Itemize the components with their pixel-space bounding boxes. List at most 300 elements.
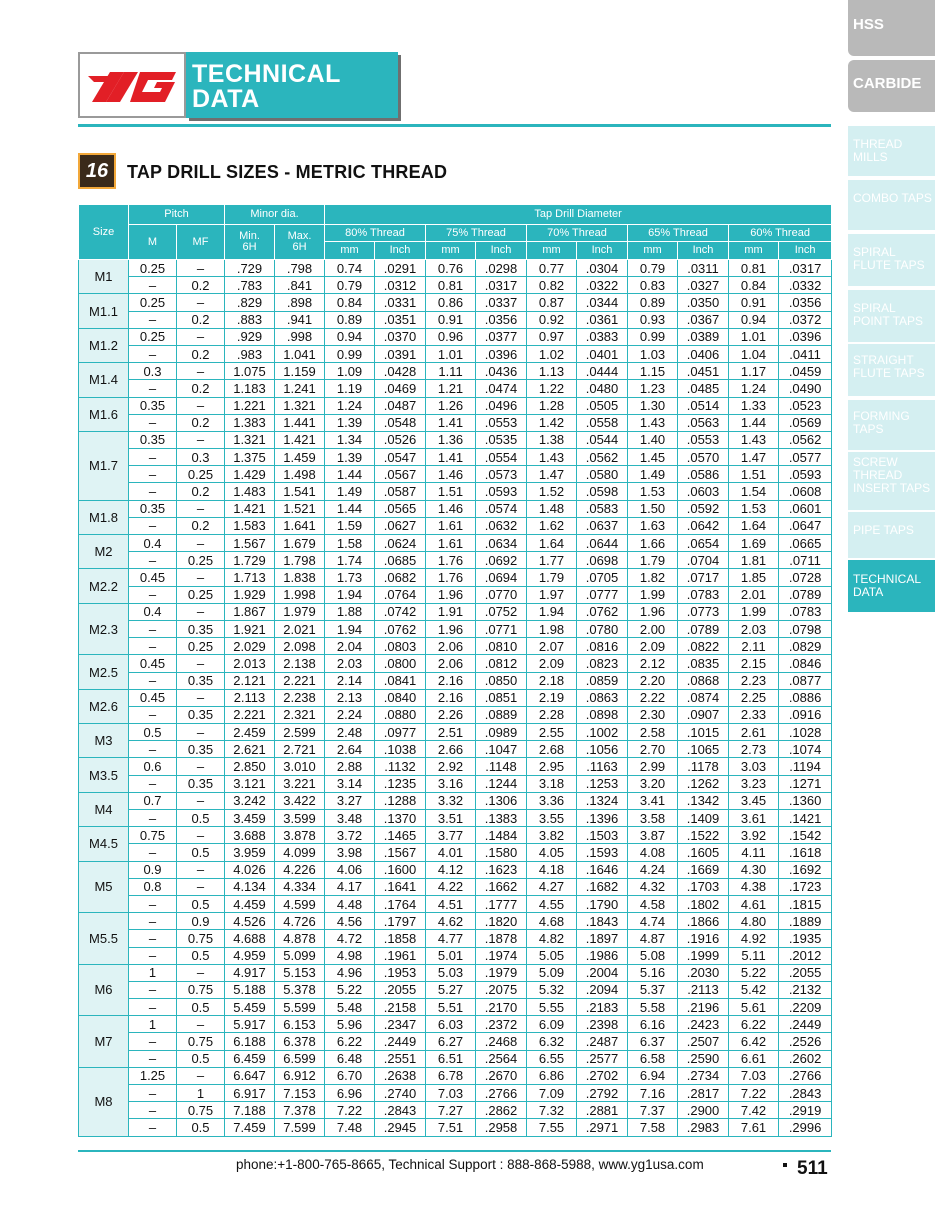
table-cell: .2487 [577,1033,628,1050]
table-cell: – [129,999,177,1016]
header-max-label: Max. [287,230,312,242]
table-cell: 5.55 [527,999,577,1016]
header-unit-mm: mm [527,242,577,260]
table-row [79,603,832,620]
table-cell: .1802 [678,895,729,912]
table-cell: .1623 [476,861,527,878]
table-cell: – [177,758,225,775]
table-cell: 2.26 [426,706,476,723]
table-cell: 1.98 [527,620,577,637]
tab-spiral-point-taps[interactable]: SPIRAL POINT TAPS [848,290,935,342]
table-cell: 1.867 [225,603,275,620]
size-cell: M1.2 [79,328,129,362]
table-cell: 0.7 [129,792,177,809]
table-cell: 1.321 [275,397,325,414]
table-cell: 4.38 [729,878,779,895]
table-cell: 6.48 [325,1050,375,1067]
table-cell: 2.68 [527,741,577,758]
table-cell: 6.153 [275,1016,325,1033]
table-cell: .2551 [375,1050,426,1067]
tab-thread-mills[interactable]: THREAD MILLS [848,126,935,176]
table-cell: .798 [275,260,325,277]
table-cell: .0451 [678,363,729,380]
table-cell: .2372 [476,1016,527,1033]
table-cell: 1.23 [628,380,678,397]
table-cell: .2996 [779,1119,832,1136]
table-cell: 1.30 [628,397,678,414]
table-cell: 2.58 [628,724,678,741]
table-cell: 3.72 [325,827,375,844]
table-cell: 5.58 [628,999,678,1016]
size-cell: M2 [79,535,129,569]
table-cell: .1253 [577,775,628,792]
table-cell: 0.94 [325,328,375,345]
table-cell: .0332 [779,277,832,294]
table-cell: .2862 [476,1102,527,1119]
table-cell: 6.09 [527,1016,577,1033]
table-cell: .2900 [678,1102,729,1119]
table-cell: 6.27 [426,1033,476,1050]
table-row [79,827,832,844]
table-cell: 1.921 [225,620,275,637]
table-cell: .2398 [577,1016,628,1033]
table-cell: 1.81 [729,552,779,569]
table-cell: .0593 [476,483,527,500]
table-cell: 6.86 [527,1067,577,1084]
table-cell: 1.44 [729,414,779,431]
table-cell: 5.32 [527,981,577,998]
table-cell: .1148 [476,758,527,775]
table-cell: .0877 [779,672,832,689]
table-row [79,328,832,345]
table-cell: .1542 [779,827,832,844]
table-cell: 2.07 [527,638,577,655]
table-cell: 6.96 [325,1085,375,1102]
table-cell: 1.76 [426,552,476,569]
table-cell: .2468 [476,1033,527,1050]
table-cell: 0.5 [177,999,225,1016]
table-cell: 0.91 [426,311,476,328]
table-cell: 5.48 [325,999,375,1016]
table-cell: 0.45 [129,569,177,586]
tab-carbide[interactable]: CARBIDE [848,60,935,112]
table-cell: .1682 [577,878,628,895]
table-cell: 1.43 [729,431,779,448]
table-cell: .0762 [375,620,426,637]
tab-technical-data[interactable]: TECHNICAL DATA [848,560,935,612]
table-cell: .0764 [375,586,426,603]
tab-forming-taps[interactable]: FORMING TAPS [848,400,935,450]
tab-hss[interactable]: HSS [848,0,935,56]
table-cell: 4.82 [527,930,577,947]
table-cell: 3.221 [275,775,325,792]
table-cell: 4.92 [729,930,779,947]
table-cell: .998 [275,328,325,345]
table-cell: 4.48 [325,895,375,912]
table-cell: 1.041 [275,345,325,362]
table-cell: 6.61 [729,1050,779,1067]
table-cell: 0.75 [177,1033,225,1050]
table-cell: 2.01 [729,586,779,603]
table-cell: .2004 [577,964,628,981]
table-cell: .1961 [375,947,426,964]
table-cell: 5.03 [426,964,476,981]
table-cell: 5.22 [729,964,779,981]
table-cell: 1.25 [129,1067,177,1084]
table-cell: .0798 [779,620,832,637]
table-cell: 2.138 [275,655,325,672]
table-cell: 7.09 [527,1085,577,1102]
table-cell: 0.4 [129,535,177,552]
tab-spiral-flute-taps[interactable]: SPIRAL FLUTE TAPS [848,234,935,286]
table-cell: .0356 [779,294,832,311]
size-cell: M1.7 [79,431,129,500]
table-cell: 1.441 [275,414,325,431]
table-row [79,810,832,827]
table-cell: 1.583 [225,517,275,534]
table-cell: .2971 [577,1119,628,1136]
table-cell: .1244 [476,775,527,792]
table-cell: 0.9 [129,861,177,878]
table-cell: .0752 [476,603,527,620]
table-row [79,569,832,586]
table-cell: .929 [225,328,275,345]
table-row [79,397,832,414]
table-cell: .2012 [779,947,832,964]
table-cell: 7.153 [275,1085,325,1102]
table-cell: .0593 [779,466,832,483]
table-cell: 2.24 [325,706,375,723]
table-cell: 5.459 [225,999,275,1016]
table-cell: .0586 [678,466,729,483]
table-cell: .1132 [375,758,426,775]
table-cell: 5.917 [225,1016,275,1033]
table-cell: 0.45 [129,689,177,706]
table-cell: .0880 [375,706,426,723]
table-cell: .0406 [678,345,729,362]
table-cell: 6.917 [225,1085,275,1102]
table-cell: 0.25 [129,260,177,277]
table-cell: .0304 [577,260,628,277]
tab-pipe-taps[interactable]: PIPE TAPS [848,512,935,558]
table-cell: 5.11 [729,947,779,964]
table-cell: 1.03 [628,345,678,362]
table-cell: 4.917 [225,964,275,981]
table-cell: 4.05 [527,844,577,861]
table-cell: 1.713 [225,569,275,586]
table-cell: 4.55 [527,895,577,912]
table-cell: 2.99 [628,758,678,775]
table-cell: .0469 [375,380,426,397]
table-cell: 1.679 [275,535,325,552]
table-cell: 4.18 [527,861,577,878]
table-cell: 0.2 [177,345,225,362]
table-cell: 1.483 [225,483,275,500]
table-cell: .0356 [476,311,527,328]
table-cell: 0.89 [628,294,678,311]
table-cell: .0851 [476,689,527,706]
table-cell: – [129,620,177,637]
table-cell: 1.82 [628,569,678,586]
table-cell: 0.87 [527,294,577,311]
table-row [79,1016,832,1033]
table-cell: .729 [225,260,275,277]
table-cell: – [177,792,225,809]
table-cell: 0.74 [325,260,375,277]
table-cell: .0573 [476,466,527,483]
table-cell: – [177,964,225,981]
table-cell: .1396 [577,810,628,827]
table-cell: 1.39 [325,449,375,466]
table-cell: 0.25 [177,586,225,603]
table-cell: 3.58 [628,810,678,827]
table-cell: 2.16 [426,672,476,689]
table-cell: .0583 [577,500,628,517]
table-cell: .0317 [779,260,832,277]
table-cell: .0840 [375,689,426,706]
table-cell: .0312 [375,277,426,294]
table-cell: 3.45 [729,792,779,809]
table-cell: .0377 [476,328,527,345]
table-cell: 0.79 [628,260,678,277]
table-cell: 4.459 [225,895,275,912]
table-cell: 0.25 [129,328,177,345]
table-cell: .0291 [375,260,426,277]
table-cell: 6.16 [628,1016,678,1033]
table-cell: – [129,930,177,947]
table-cell: 6.94 [628,1067,678,1084]
table-cell: 7.599 [275,1119,325,1136]
table-cell: .829 [225,294,275,311]
table-cell: .2423 [678,1016,729,1033]
table-cell: .0789 [779,586,832,603]
table-cell: .1593 [577,844,628,861]
table-cell: 1.96 [426,620,476,637]
table-cell: .0898 [577,706,628,723]
table-cell: .2638 [375,1067,426,1084]
table-cell: 0.6 [129,758,177,775]
header-size: Size [79,205,129,260]
table-cell: 7.03 [426,1085,476,1102]
header-max-tol: 6H [292,241,307,253]
header-pitch-m: M [129,225,177,260]
table-cell: 4.959 [225,947,275,964]
header-minor-dia: Minor dia. [225,205,325,225]
table-cell: .0816 [577,638,628,655]
table-cell: .0642 [678,517,729,534]
table-cell: 0.25 [177,466,225,483]
table-cell: 2.113 [225,689,275,706]
table-cell: .2094 [577,981,628,998]
table-cell: 1.44 [325,500,375,517]
table-cell: 2.25 [729,689,779,706]
table-cell: 4.01 [426,844,476,861]
table-cell: .841 [275,277,325,294]
table-cell: .0780 [577,620,628,637]
table-cell: 0.35 [177,775,225,792]
table-cell: .0505 [577,397,628,414]
table-cell: .1935 [779,930,832,947]
table-cell: .0444 [577,363,628,380]
table-cell: .0698 [577,552,628,569]
table-cell: 1.91 [426,603,476,620]
table-cell: – [129,449,177,466]
table-cell: 7.22 [325,1102,375,1119]
table-cell: 0.97 [527,328,577,345]
table-cell: – [129,672,177,689]
table-cell: 0.5 [177,1119,225,1136]
size-cell: M1.1 [79,294,129,328]
table-cell: 0.96 [426,328,476,345]
table-cell: – [129,586,177,603]
table-cell: – [129,311,177,328]
table-cell: 4.32 [628,878,678,895]
table-cell: .0311 [678,260,729,277]
table-cell: 0.25 [177,638,225,655]
table-cell: .1342 [678,792,729,809]
tab-screw-thread-insert-taps[interactable]: SCREW THREAD INSERT TAPS [848,452,935,510]
table-cell: 0.35 [177,672,225,689]
table-cell: .0337 [476,294,527,311]
table-cell: 1.73 [325,569,375,586]
table-cell: .0428 [375,363,426,380]
table-cell: .2983 [678,1119,729,1136]
table-cell: .1764 [375,895,426,912]
table-cell: .0587 [375,483,426,500]
table-cell: 1.42 [527,414,577,431]
table-cell: 1.94 [527,603,577,620]
table-cell: 1.421 [275,431,325,448]
header-min-tol: 6H [242,241,257,253]
table-cell: 0.35 [129,431,177,448]
table-cell: 1.63 [628,517,678,534]
table-cell: 4.74 [628,913,678,930]
table-cell: 1.383 [225,414,275,431]
table-cell: .0565 [375,500,426,517]
table-cell: 6.459 [225,1050,275,1067]
table-cell: .1370 [375,810,426,827]
table-cell: 1.64 [729,517,779,534]
table-row [79,895,832,912]
table-cell: 6.58 [628,1050,678,1067]
table-row [79,466,832,483]
table-row [79,792,832,809]
section-title: TAP DRILL SIZES - METRIC THREAD [127,162,448,182]
table-cell: .0344 [577,294,628,311]
table-cell: – [177,827,225,844]
table-cell: 1.375 [225,449,275,466]
table-cell: .0829 [779,638,832,655]
table-cell: .0742 [375,603,426,620]
table-cell: 2.19 [527,689,577,706]
table-cell: .0331 [375,294,426,311]
table-cell: 1.459 [275,449,325,466]
table-cell: .0977 [375,724,426,741]
table-cell: .1669 [678,861,729,878]
table-cell: 5.22 [325,981,375,998]
table-cell: .0783 [779,603,832,620]
header-tap-drill-diameter: Tap Drill Diameter [325,205,832,225]
table-cell: 3.48 [325,810,375,827]
table-cell: 4.12 [426,861,476,878]
table-cell: 3.459 [225,810,275,827]
table-row [79,913,832,930]
table-cell: 6.912 [275,1067,325,1084]
table-cell: 3.98 [325,844,375,861]
table-cell: .2577 [577,1050,628,1067]
table-cell: 1.66 [628,535,678,552]
table-cell: .1047 [476,741,527,758]
table-cell: .1878 [476,930,527,947]
table-cell: .1916 [678,930,729,947]
table-row [79,672,832,689]
table-cell: 4.96 [325,964,375,981]
table-cell: .2602 [779,1050,832,1067]
table-cell: 0.5 [177,1050,225,1067]
page-number: 511 [797,1158,828,1179]
table-cell: .0396 [779,328,832,345]
header-min-label: Min. [239,230,260,242]
table-cell: .2817 [678,1085,729,1102]
table-cell: – [177,603,225,620]
table-cell: .0868 [678,672,729,689]
table-cell: 2.850 [225,758,275,775]
table-cell: .0803 [375,638,426,655]
table-cell: .0624 [375,535,426,552]
table-cell: .2449 [375,1033,426,1050]
table-cell: .1790 [577,895,628,912]
table-cell: .0846 [779,655,832,672]
table-cell: 1.61 [426,535,476,552]
table-cell: 7.51 [426,1119,476,1136]
table-cell: .1484 [476,827,527,844]
table-cell: 7.188 [225,1102,275,1119]
table-cell: 5.61 [729,999,779,1016]
table-cell: .0436 [476,363,527,380]
table-cell: 7.48 [325,1119,375,1136]
table-cell: 6.42 [729,1033,779,1050]
table-cell: .0562 [577,449,628,466]
table-cell: 1.46 [426,500,476,517]
table-cell: 5.27 [426,981,476,998]
table-cell: 1.53 [729,500,779,517]
table-cell: .0850 [476,672,527,689]
table-row [79,741,832,758]
tab-straight-flute-taps[interactable]: STRAIGHT FLUTE TAPS [848,344,935,396]
table-cell: .0474 [476,380,527,397]
table-cell: 0.2 [177,380,225,397]
table-cell: .1600 [375,861,426,878]
tab-combo-taps[interactable]: COMBO TAPS [848,180,935,230]
table-cell: 7.459 [225,1119,275,1136]
table-row [79,1050,832,1067]
table-row [79,964,832,981]
table-row [79,1085,832,1102]
table-cell: – [129,981,177,998]
table-cell: 1.521 [275,500,325,517]
table-cell: 1.22 [527,380,577,397]
table-cell: 1.47 [729,449,779,466]
table-cell: .1178 [678,758,729,775]
table-cell: .0514 [678,397,729,414]
table-cell: 1.979 [275,603,325,620]
table-row [79,981,832,998]
table-cell: .0728 [779,569,832,586]
table-cell: .0859 [577,672,628,689]
table-cell: 2.23 [729,672,779,689]
table-cell: 1.498 [275,466,325,483]
table-cell: 2.88 [325,758,375,775]
